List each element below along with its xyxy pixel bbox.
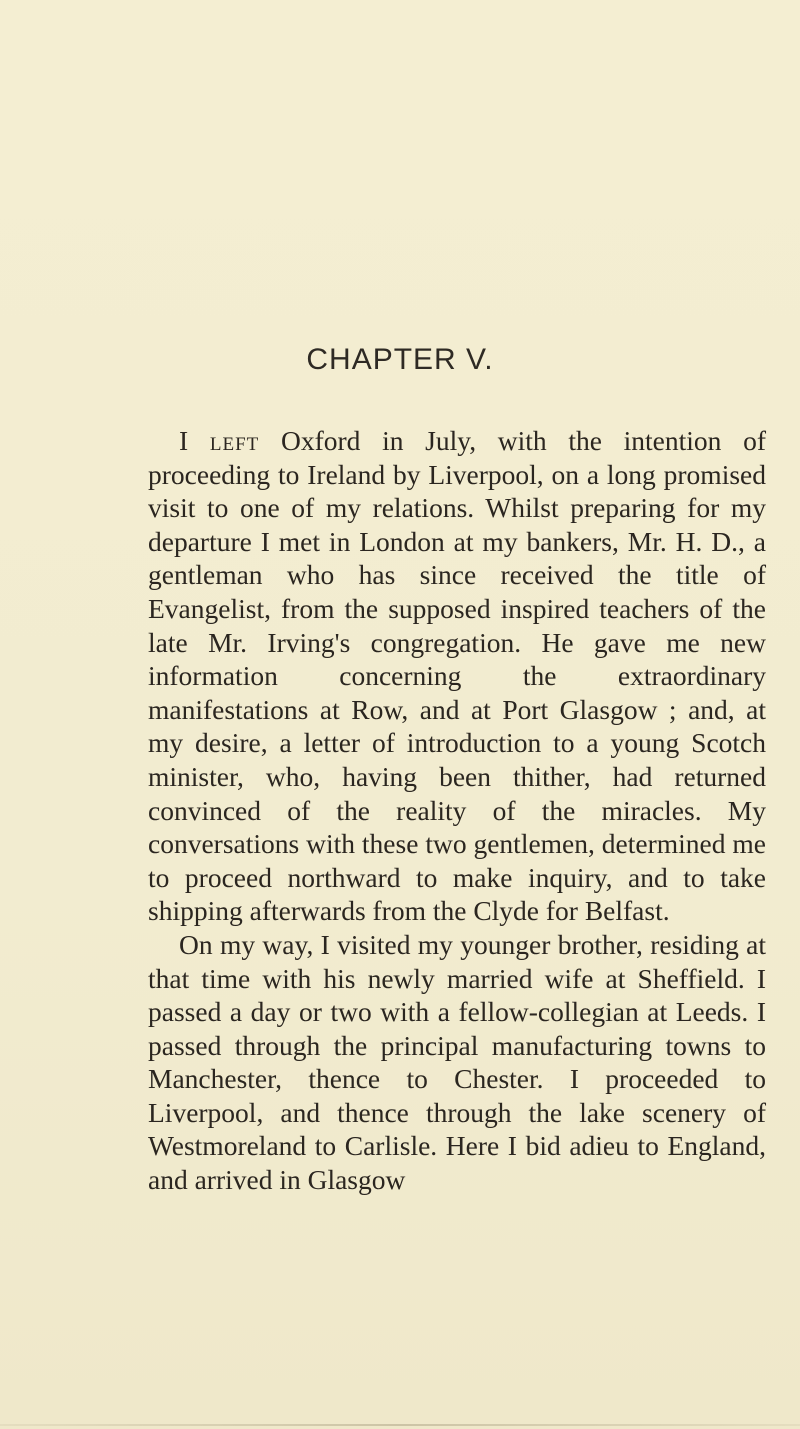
chapter-heading: CHAPTER V. [306, 343, 494, 376]
paragraph-1-text: Oxford in July, with the intention of proceeding to Ireland by Liverpool, on a long promised visit to one of my relations. Whilst preparing for my departure I met in London at my bankers, Mr. H. D., a gentleman who has since received the title of Evangelist, from the supposed inspired teachers of the late Mr. Irving's congregation. He gave me new information concerning the extraordinary manifestations at Row, and at Port Glasgow ; and, at my desire, a letter of introduction to a young Scotch minister, who, having been thither, had returned convinced of the reality of the miracles. My conversations with these two gentlemen, determined me to proceed northward to make inquiry, and to take shipping afterwards from the Clyde for Belfast. [148, 425, 767, 927]
paragraph-1-initial: I [179, 425, 189, 456]
paragraph-1-smallcaps: left [209, 425, 260, 456]
page-edge [0, 1424, 800, 1426]
body-text [148, 424, 766, 1197]
paragraph-2: On my way, I visited my younger brother, residing at that time with his newly married wife at Sheffield. I passed a day or two with a fellow-collegian at Leeds. I passed through the principal manufacturing towns to Manchester, thence to Chester. I proceeded to Liverpool, and thence through the lake scenery of Westmoreland to Carlisle. Here I bid adieu to England, and arrived in Glasgow [148, 928, 766, 1196]
paragraph-1 [148, 424, 766, 928]
